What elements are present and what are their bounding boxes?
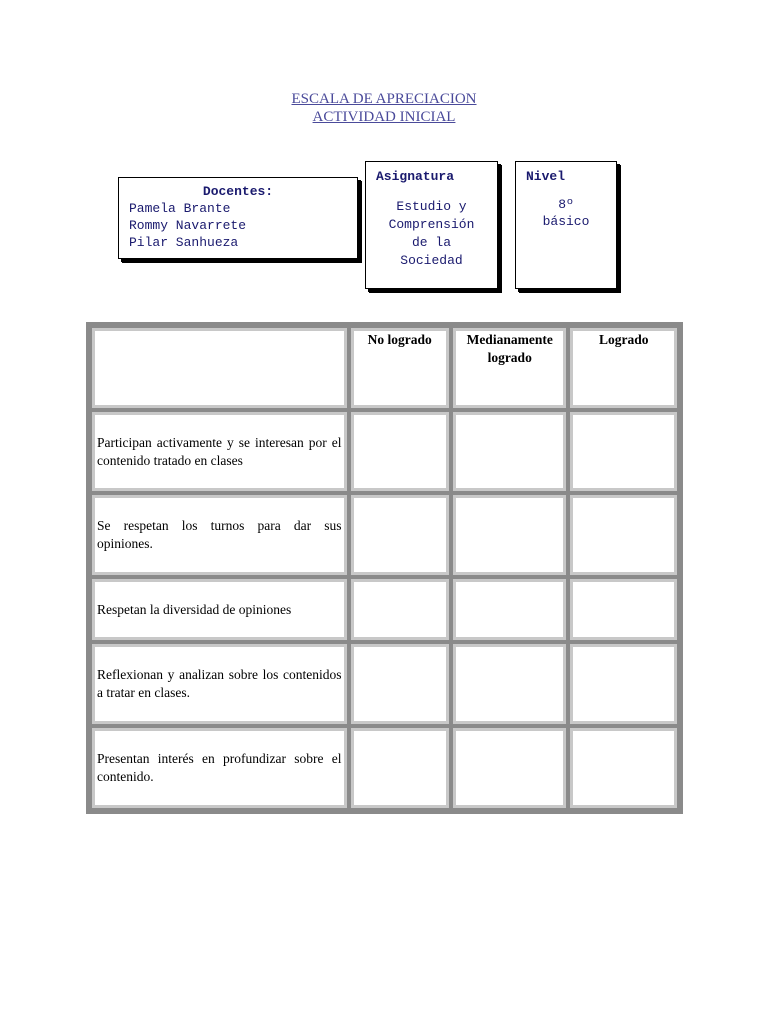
criterion-cell: Se respetan los turnos para dar sus opiniones. [92, 495, 347, 575]
rating-cell-medianamente-logrado[interactable] [453, 495, 567, 575]
criterion-cell: Respetan la diversidad de opiniones [92, 579, 347, 640]
header-cell-no-logrado: No logrado [351, 328, 449, 408]
rating-cell-medianamente-logrado[interactable] [453, 412, 567, 492]
criterion-cell: Presentan interés en profundizar sobre el contenido. [92, 728, 347, 808]
header-cell-medianamente-logrado: Medianamente logrado [453, 328, 567, 408]
table-row [92, 644, 677, 724]
asignatura-line: Estudio y [396, 199, 467, 214]
criterion-cell: Reflexionan y analizan sobre los contenidos a tratar en clases. [92, 644, 347, 724]
docentes-box [118, 177, 358, 259]
rating-cell-no-logrado[interactable] [351, 495, 449, 575]
nivel-line: 8º [558, 197, 574, 212]
rating-cell-no-logrado[interactable] [351, 412, 449, 492]
asignatura-line: Comprensión [388, 217, 475, 232]
header-cell-criteria [92, 328, 347, 408]
rating-cell-logrado[interactable] [570, 412, 677, 492]
asignatura-label: Asignatura [376, 169, 455, 184]
table-row [92, 412, 677, 492]
table-row [92, 579, 677, 640]
rating-cell-logrado[interactable] [570, 579, 677, 640]
asignatura-box [365, 161, 498, 289]
header-cell-logrado: Logrado [570, 328, 677, 408]
docente-name: Pilar Sanhueza [129, 235, 239, 250]
rating-cell-medianamente-logrado[interactable] [453, 579, 567, 640]
nivel-line: básico [542, 214, 590, 229]
nivel-label: Nivel [526, 169, 566, 184]
title-line-1: ESCALA DE APRECIACION [291, 91, 477, 107]
rating-cell-medianamente-logrado[interactable] [453, 644, 567, 724]
docente-name: Rommy Navarrete [129, 218, 247, 233]
rating-cell-no-logrado[interactable] [351, 644, 449, 724]
table-header-row [92, 328, 677, 408]
rating-cell-no-logrado[interactable] [351, 728, 449, 808]
appreciation-scale-table [86, 322, 683, 814]
rating-cell-logrado[interactable] [570, 644, 677, 724]
asignatura-line: de la [411, 235, 451, 250]
rating-cell-logrado[interactable] [570, 495, 677, 575]
docente-name: Pamela Brante [129, 201, 231, 216]
table-row [92, 495, 677, 575]
rating-cell-logrado[interactable] [570, 728, 677, 808]
rating-cell-medianamente-logrado[interactable] [453, 728, 567, 808]
table-row [92, 728, 677, 808]
document-title [0, 90, 768, 126]
criterion-cell: Participan activamente y se interesan por el contenido tratado en clases [92, 412, 347, 492]
docentes-label: Docentes: [202, 184, 274, 199]
title-line-2: ACTIVIDAD INICIAL [312, 109, 456, 125]
asignatura-line: Sociedad [400, 253, 463, 268]
nivel-box [515, 161, 617, 289]
rating-cell-no-logrado[interactable] [351, 579, 449, 640]
